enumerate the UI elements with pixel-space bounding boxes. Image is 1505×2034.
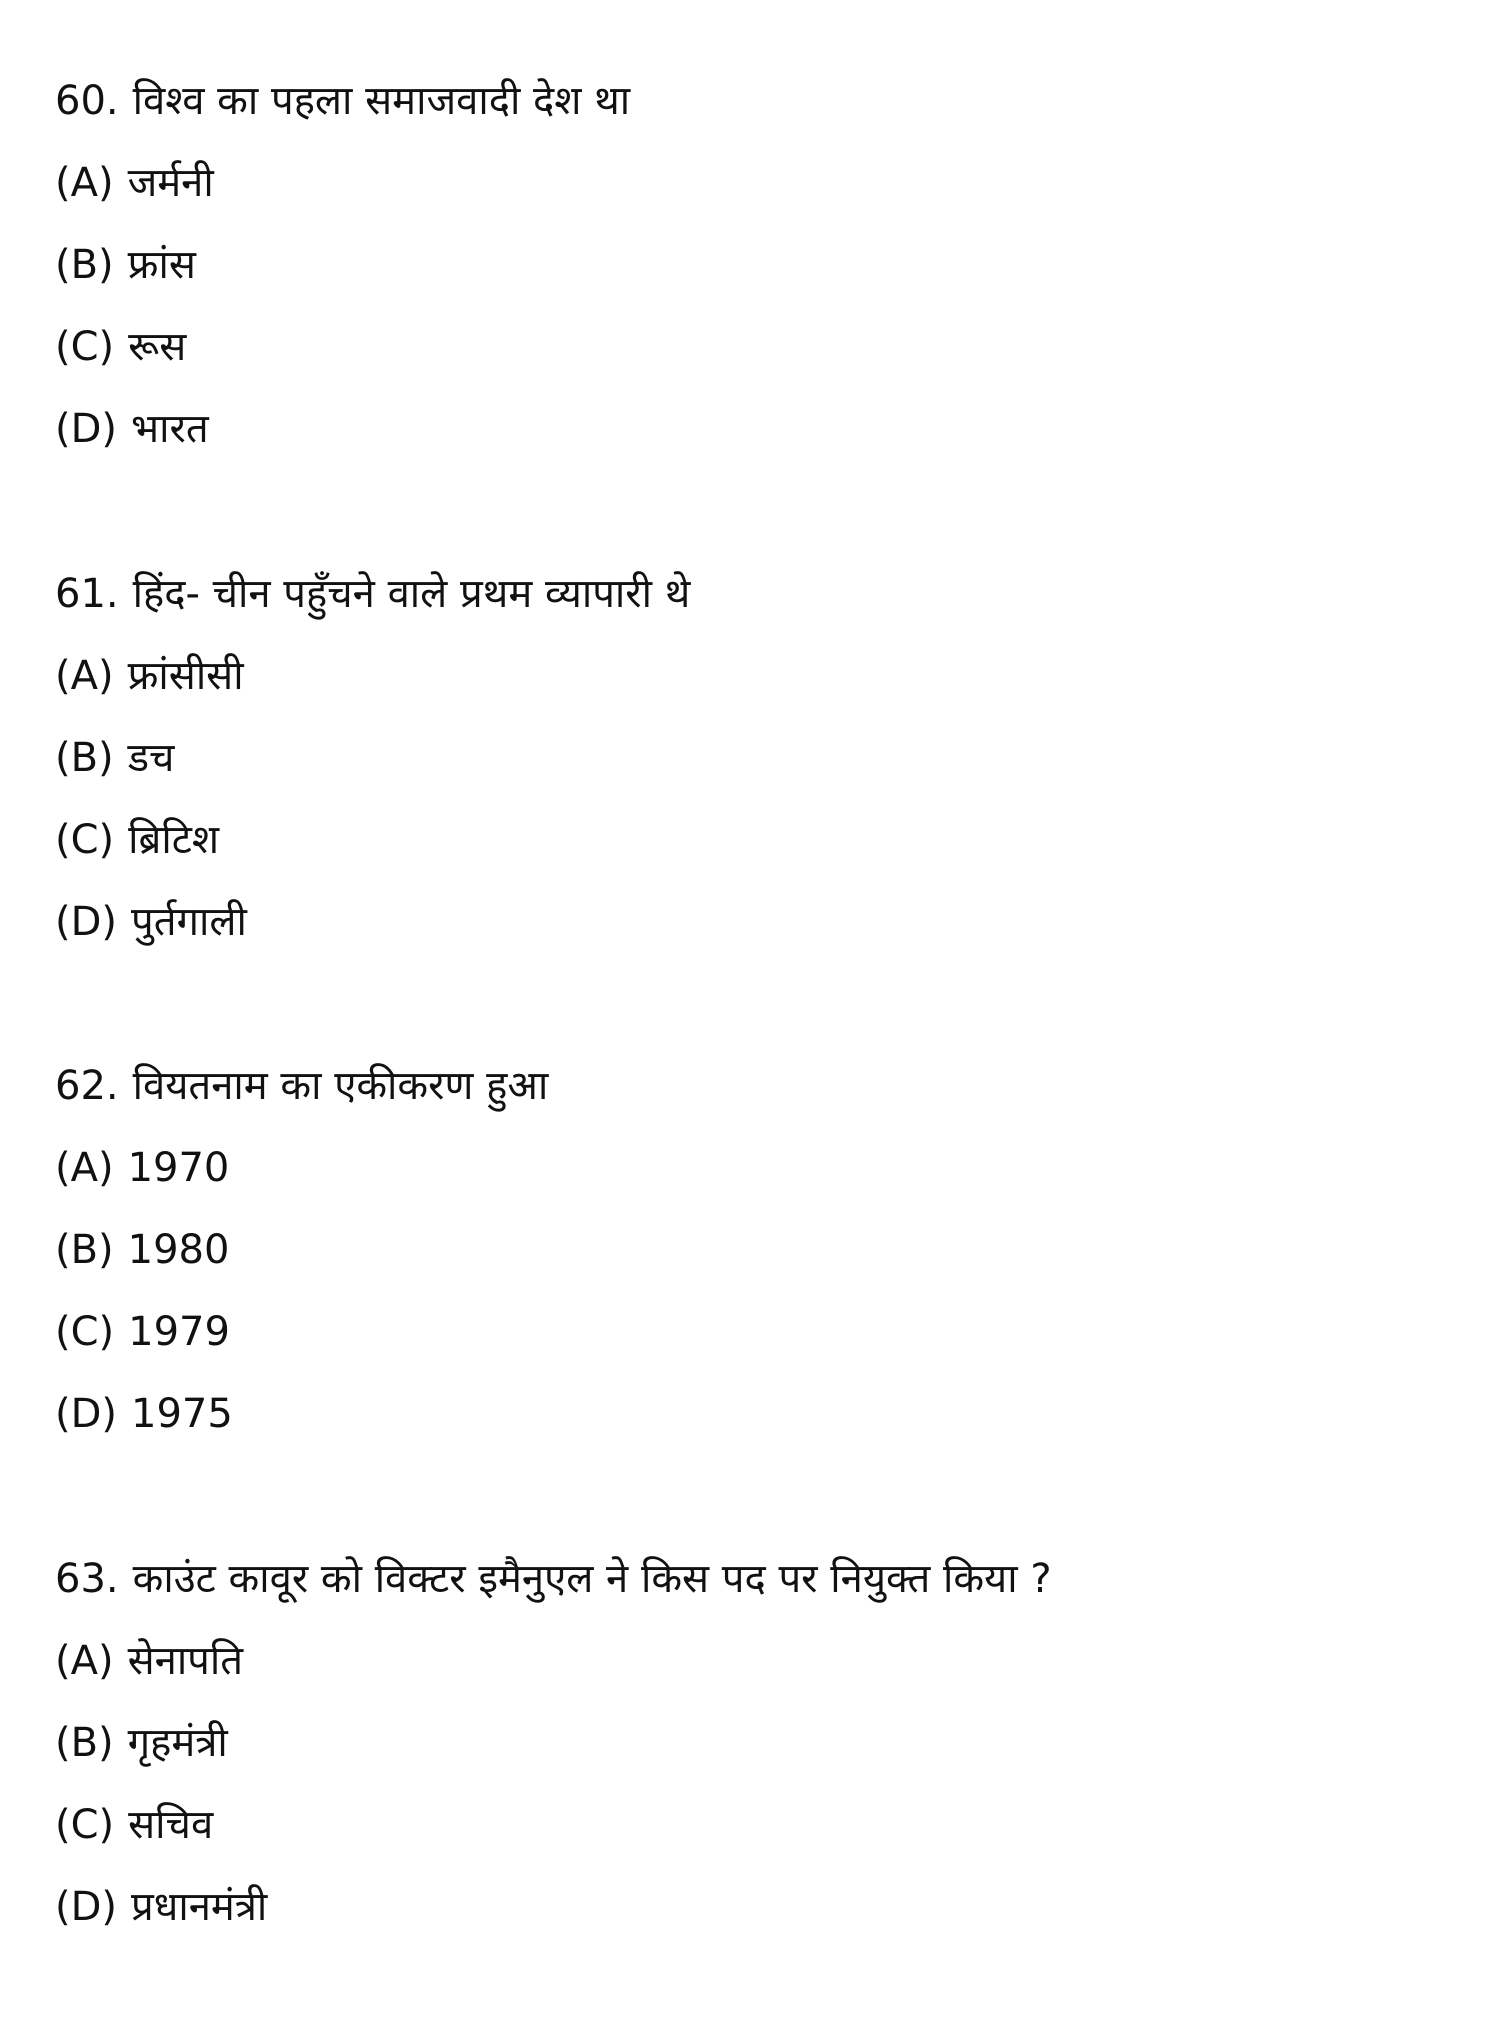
question-stem [55,1538,1455,1620]
option-c [55,306,1455,388]
option-b [55,717,1455,799]
option-key: (A) [55,1638,114,1684]
option-key: (A) [55,1145,114,1191]
option-key: (C) [55,1309,115,1355]
question-number: 63. [55,1556,119,1602]
question-number: 60. [55,78,119,124]
option-key: (D) [55,406,118,452]
option-key: (C) [55,817,115,863]
option-text: 1980 [127,1227,230,1273]
option-text: जर्मनी [127,160,214,206]
question-61 [55,553,1455,963]
question-text: काउंट कावूर को विक्टर इमैनुएल ने किस पद पर नियुक्त किया ? [132,1556,1052,1602]
option-key: (D) [55,899,118,945]
option-key: (B) [55,242,114,288]
question-stem [55,60,1455,142]
option-text: सचिव [128,1802,214,1848]
option-d [55,388,1455,470]
question-text: हिंद- चीन पहुँचने वाले प्रथम व्यापारी थे [132,571,691,617]
option-text: 1970 [127,1145,230,1191]
question-60 [55,60,1455,470]
option-text: गृहमंत्री [127,1720,228,1766]
option-key: (B) [55,1227,114,1273]
question-62 [55,1045,1455,1455]
option-b [55,1209,1455,1291]
option-key: (C) [55,324,115,370]
option-text: प्रधानमंत्री [131,1884,268,1930]
option-c [55,1291,1455,1373]
option-c [55,799,1455,881]
option-b [55,224,1455,306]
option-d [55,881,1455,963]
option-text: 1979 [128,1309,230,1355]
option-a [55,635,1455,717]
option-text: पुर्तगाली [131,899,247,945]
option-text: फ्रांस [127,242,196,288]
option-key: (B) [55,1720,114,1766]
option-key: (D) [55,1884,118,1930]
option-b [55,1702,1455,1784]
option-key: (A) [55,653,114,699]
option-text: डच [127,735,175,781]
question-number: 62. [55,1063,119,1109]
option-d [55,1866,1455,1948]
option-text: भारत [131,406,209,452]
question-stem [55,1045,1455,1127]
option-text: सेनापति [127,1638,244,1684]
option-a [55,1127,1455,1209]
option-a [55,142,1455,224]
option-text: फ्रांसीसी [127,653,244,699]
option-key: (B) [55,735,114,781]
option-text: 1975 [131,1391,233,1437]
question-text: विश्व का पहला समाजवादी देश था [132,78,631,124]
question-text: वियतनाम का एकीकरण हुआ [132,1063,549,1109]
question-63 [55,1538,1455,1948]
option-key: (A) [55,160,114,206]
option-key: (D) [55,1391,118,1437]
option-text: रूस [128,324,187,370]
option-key: (C) [55,1802,115,1848]
option-text: ब्रिटिश [128,817,220,863]
option-c [55,1784,1455,1866]
option-a [55,1620,1455,1702]
question-number: 61. [55,571,119,617]
option-d [55,1373,1455,1455]
question-stem [55,553,1455,635]
